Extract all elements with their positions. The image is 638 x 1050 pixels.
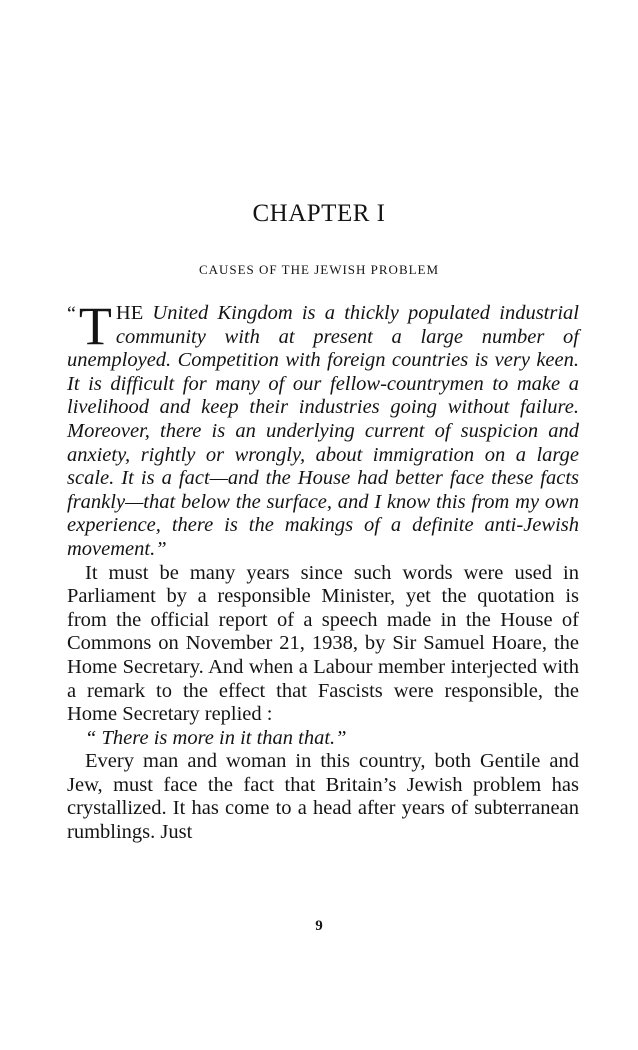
paragraph-2: Every man and woman in this country, both Gentile and Jew, must face the fact that Britain’s Jewish problem has crystallized. It has come to a head after years of subterranean rumblings. Just [67, 750, 579, 844]
quote-text: United Kingdom is a thickly populated industrial community with at present a large number of unemployed. Competition with foreign countries is very keen. It is difficult for many of our fellow-countrymen to make a livelihood and keep their industries going without failure. Moreover, there is an underlying current of suspicion and anxiety, rightly or wrongly, about immigration on a large scale. It is a fact—and the House had better face these facts frankly—that below the surface, and I know this from my own experience, there is the makings of a definite anti-Jewish movement.” [67, 302, 579, 560]
drop-cap: T [78, 296, 112, 356]
page-number: 9 [315, 918, 323, 934]
body-text [67, 296, 579, 845]
chapter-title: CHAPTER I [252, 200, 386, 227]
quote-lead-word: HE [115, 302, 144, 324]
paragraph-1: It must be many years since such words were used in Parliament by a responsible Minister, yet the quotation is from the official report of a speech made in the House of Commons on November 21, 1938, by Sir Samuel Hoare, the Home Secretary. And when a Labour member interjected with a remark to the effect that Fascists were responsible, the Home Secretary replied : [67, 561, 579, 726]
opening-quotation [67, 296, 579, 562]
open-quote-mark: “ [67, 303, 76, 325]
home-secretary-reply: “ There is more in it than that.” [85, 726, 347, 749]
chapter-subtitle: CAUSES OF THE JEWISH PROBLEM [198, 262, 440, 277]
